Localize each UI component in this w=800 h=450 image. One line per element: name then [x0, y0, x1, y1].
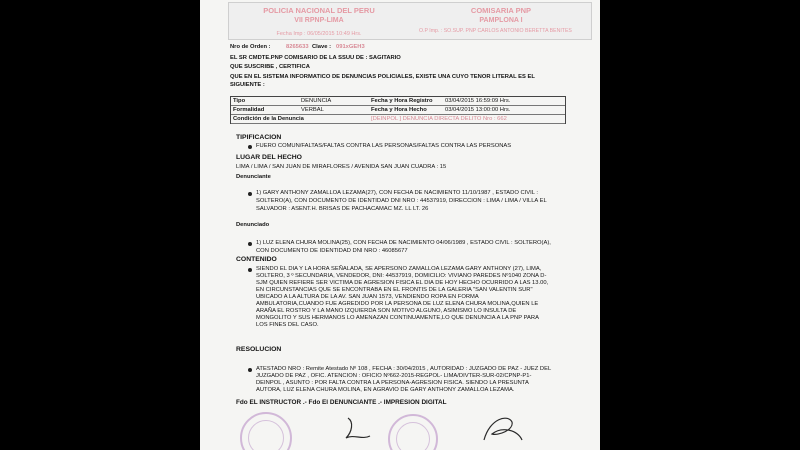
- lugar-title: LUGAR DEL HECHO: [236, 154, 302, 161]
- resolucion-line: DEINPOL , ASUNTO : POR FALTA CONTRA LA PERSONA-AGRESION FISICA. SIENDO LA PRESUNTA: [256, 380, 529, 386]
- header-comisaria: COMISARIA PNP: [470, 6, 532, 15]
- contenido-line: SIENDO EL DIA Y LA HORA SEÑALADA, SE APERSONO ZAMALLOA LEZAMA GARY ANTHONY (27), LIMA,: [256, 266, 542, 272]
- denuncia-info-table: [230, 96, 566, 124]
- condicion-value: [DEINPOL ] DENUNCIA DIRECTA DELITO Nro : 662: [371, 116, 507, 122]
- header-institution: POLICIA NACIONAL DEL PERU: [263, 6, 375, 15]
- header-print-date: Fecha Imp : 06/05/2015 10:49 Hrs.: [276, 31, 362, 37]
- denunciado-line-2: CON DOCUMENTO DE IDENTIDAD DNI NRO : 46085677: [256, 248, 408, 254]
- intro-line-4: SIGUIENTE :: [230, 82, 265, 88]
- bullet: [248, 368, 252, 372]
- formalidad-value: VERBAL: [301, 107, 324, 113]
- contenido-line: MONGOLITO Y SUS HERMANOS LO AMENAZAN CONTINUAMENTE,LO QUE DENUNCIA A LA PNP PARA: [256, 315, 539, 321]
- condicion-label: Condición de la Denuncia: [233, 116, 304, 122]
- orden-value: 8265633: [286, 44, 309, 50]
- resolucion-line: ATESTADO NRO : Remite Atestado Nº 108 , FECHA : 30/04/2015 , AUTORIDAD : JUZGADO DE PAZ - JUEZ DEL: [256, 366, 552, 372]
- resolucion-line: AUTORA, LUZ ELENA CHURA MOLINA, EN AGRAVIO DE GARY ANTHONY ZAMALLOA LEZAMA.: [256, 387, 515, 393]
- signature-instructor: [340, 412, 380, 450]
- header-print-officer: O.P Imp. : SO.SUP. PNP CARLOS ANTONIO BERETTA BENITES: [419, 28, 572, 34]
- document-header: [228, 2, 592, 40]
- bullet: [248, 145, 252, 149]
- contenido-line: UBICADO A LA ALTURA DE LA AV. SAN JUAN 1573, VENDIENDO ROPA EN FORMA: [256, 294, 479, 300]
- denunciado-title: Denunciado: [236, 222, 270, 228]
- clave-label: Clave :: [312, 44, 332, 50]
- denunciante-title: Denunciante: [236, 174, 271, 180]
- tipo-label: Tipo: [233, 98, 246, 104]
- header-region: VII RPNP-LIMA: [294, 17, 344, 24]
- contenido-line: ARAÑA EL ROSTRO Y LA MANO IZQUIERDA SON MOTIVO ALGUNO, ASIMISMO LO INSULTA DE: [256, 308, 517, 314]
- seal-stamp: [240, 412, 292, 450]
- tipificacion-item: FUERO COMUN/FALTAS/FALTAS CONTRA LAS PERSONAS/FALTAS CONTRA LAS PERSONAS: [256, 143, 512, 149]
- footer-signatures: Fdo EL INSTRUCTOR .- Fdo El DENUNCIANTE .- IMPRESION DIGITAL: [236, 399, 447, 406]
- header-comisaria-name: PAMPLONA I: [479, 17, 523, 24]
- intro-line-2: QUE SUSCRIBE , CERTIFICA: [230, 64, 310, 70]
- resolucion-title: RESOLUCION: [236, 346, 282, 353]
- registro-value: 03/04/2015 16:59:09 Hrs.: [445, 98, 511, 104]
- tipo-value: DENUNCIA: [301, 98, 332, 104]
- denunciado-line-1: 1) LUZ ELENA CHURA MOLINA(25), CON FECHA DE NACIMIENTO 04/06/1989 , ESTADO CIVIL : SOLTERO(A),: [256, 240, 551, 246]
- contenido-title: CONTENIDO: [236, 256, 277, 263]
- bullet: [248, 192, 252, 196]
- hecho-label: Fecha y Hora Hecho: [371, 107, 427, 113]
- denunciante-line-3: SALVADOR : ASENT.H. BRISAS DE PACHACAMAC MZ. LL LT. 26: [256, 206, 429, 212]
- intro-line-1: EL SR CMDTE.PNP COMISARIO DE LA SSUU DE : SAGITARIO: [230, 55, 401, 61]
- bullet: [248, 242, 252, 246]
- intro-line-3: QUE EN EL SISTEMA INFORMATICO DE DENUNCIAS POLICIALES, EXISTE UNA CUYO TENOR LITERAL ES EL: [230, 74, 535, 80]
- signature-denunciante: [478, 410, 528, 450]
- denunciante-line-1: 1) GARY ANTHONY ZAMALLOA LEZAMA(27), CON FECHA DE NACIMIENTO 11/10/1987 , ESTADO CIVIL :: [256, 190, 538, 196]
- formalidad-label: Formalidad: [233, 107, 265, 113]
- clave-value: 091xGEH3: [336, 44, 365, 50]
- tipificacion-title: TIPIFICACION: [236, 134, 282, 141]
- lugar-text: LIMA / LIMA / SAN JUAN DE MIRAFLORES / AVENIDA SAN JUAN CUADRA : 15: [236, 164, 447, 170]
- bullet: [248, 268, 252, 272]
- contenido-line: SJM QUIEN REFIERE SER VICTIMA DE AGRESION FISICA EL DIA DE HOY HECHO OCURRIDO A LAS 13.00,: [256, 280, 549, 286]
- contenido-line: EN CIRCUNSTANCIAS QUE SE ENCONTRABA EN EL FRONTIS DE LA GALERIA "SAN VALENTIN SUR": [256, 287, 533, 293]
- contenido-line: AMBULATORIA,CUANDO FUE AGREDIDO POR LA PERSONA DE LUZ ELENA CHURA MOLINA,QUIEN LE: [256, 301, 539, 307]
- contenido-line: SOLTERO, 3 º SECUNDARIA, VENDEDOR, DNI: 44537919, DOMICILIO: VIVIANO PAREDES Nº1040 ZONA D-: [256, 273, 547, 279]
- document-page: [200, 0, 600, 450]
- seal-stamp: [388, 414, 438, 450]
- hecho-value: 03/04/2015 13:00:00 Hrs.: [445, 107, 511, 113]
- denunciante-line-2: SOLTERO(A), CON DOCUMENTO DE IDENTIDAD DNI NRO : 44537919, DIRECCION : LIMA / LIMA / VILLA EL: [256, 198, 547, 204]
- registro-label: Fecha y Hora Registro: [371, 98, 433, 104]
- resolucion-line: JUZGADO DE PAZ , OFIC. ATENCION : OFICIO Nº662-2015-REGPOL- LIMA/DIVTER-SUR-02/CPNP-P1-: [256, 373, 532, 379]
- orden-label: Nro de Orden :: [230, 44, 271, 50]
- contenido-line: LOS FINES DEL CASO.: [256, 322, 319, 328]
